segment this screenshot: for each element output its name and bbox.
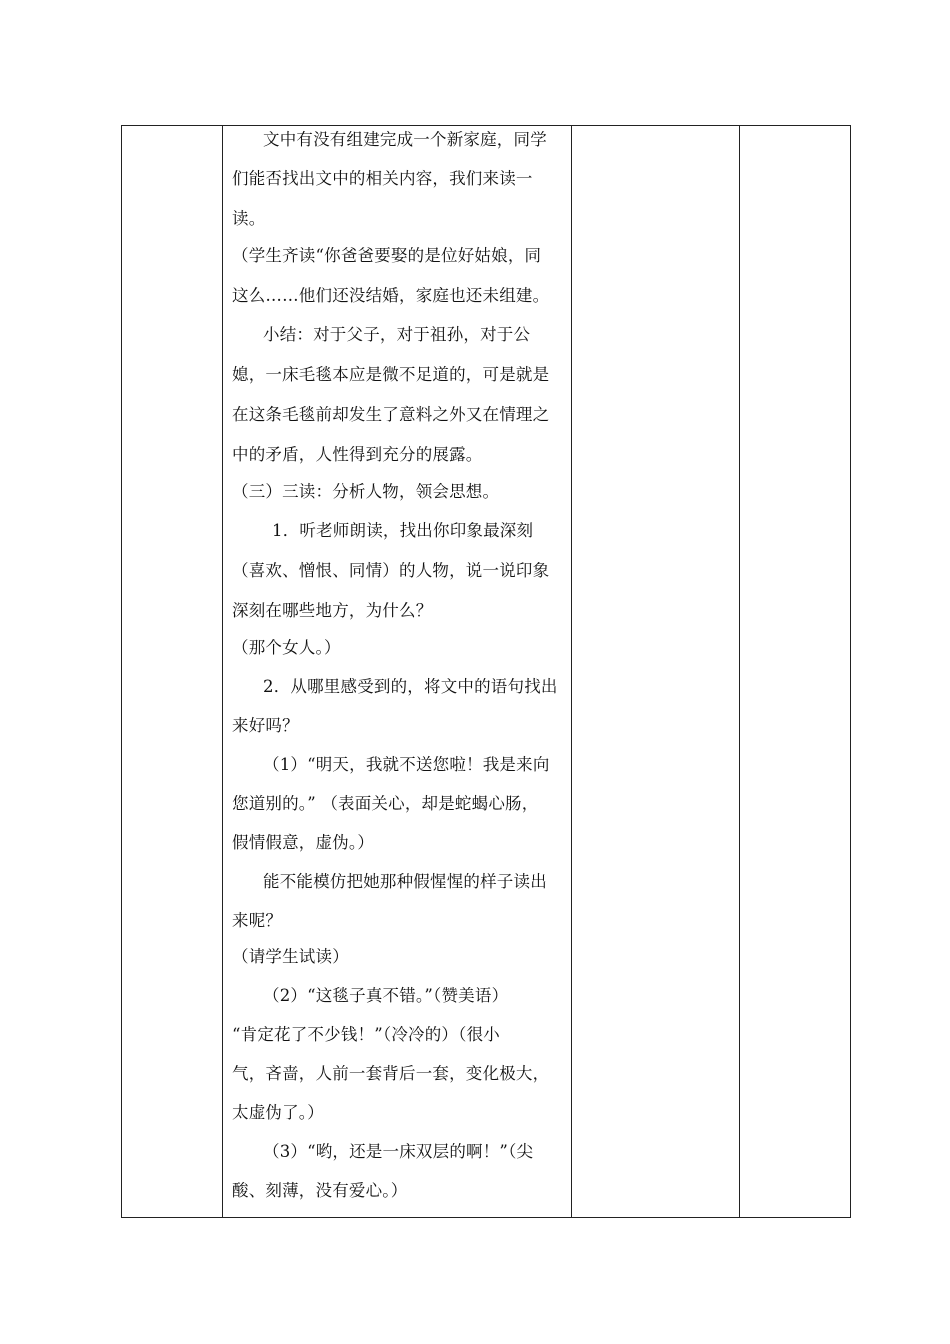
text-line: （三）三读：分析人物，领会思想。 [232, 482, 500, 501]
text-line: （3）“哟，还是一床双层的啊！”（尖 [263, 1142, 534, 1161]
lesson-plan-table [121, 125, 851, 1218]
text-line: 深刻在哪些地方，为什么？ [232, 601, 433, 620]
text-line: 在这条毛毯前却发生了意料之外又在情理之 [232, 405, 550, 424]
text-line: 读。 [232, 209, 266, 228]
text-line: 酸、刻薄，没有爱心。） [232, 1181, 408, 1200]
text-line: 太虚伪了。） [232, 1103, 324, 1122]
table-cell-left [122, 126, 223, 1218]
text-line: 小结：对于父子，对于祖孙，对于公 [263, 325, 531, 344]
text-line: 媳，一床毛毯本应是微不足道的，可是就是 [232, 365, 550, 384]
text-line: 假情假意，虚伪。） [232, 833, 375, 852]
text-line: （2）“这毯子真不错。”（赞美语） [263, 986, 509, 1005]
text-line: 能不能模仿把她那种假惺惺的样子读出 [263, 872, 547, 891]
text-line: 们能否找出文中的相关内容，我们来读一 [232, 169, 533, 188]
text-line: 来呢？ [232, 911, 283, 930]
text-line: 1．听老师朗读，找出你印象最深刻 [272, 521, 534, 540]
text-line: 这么……他们还没结婚，家庭也还未组建。 [232, 286, 550, 305]
text-line: （那个女人。） [232, 638, 341, 657]
text-line: 文中有没有组建完成一个新家庭，同学 [263, 130, 547, 149]
text-line: 气，吝啬，人前一套背后一套，变化极大， [232, 1064, 550, 1083]
text-line: （请学生试读） [232, 947, 349, 966]
text-line: （喜欢、憎恨、同情）的人物，说一说印象 [232, 561, 550, 580]
text-line: 您道别的。” （表面关心，却是蛇蝎心肠， [232, 794, 539, 813]
text-line: （学生齐读“你爸爸要娶的是位好姑娘，同 [232, 246, 542, 265]
text-line: 2．从哪里感受到的，将文中的语句找出 [263, 677, 558, 696]
lesson-content [223, 126, 571, 1217]
text-line: （1）“明天，我就不送您啦！我是来向 [263, 755, 550, 774]
text-line: 中的矛盾，人性得到充分的展露。 [232, 445, 483, 464]
text-line: “肯定花了不少钱！”（冷冷的）（很小 [232, 1025, 500, 1044]
table-row [122, 126, 851, 1218]
table-cell-right [740, 126, 851, 1218]
table-cell-content [223, 126, 572, 1218]
text-line: 来好吗？ [232, 716, 299, 735]
table-cell-notes [572, 126, 740, 1218]
